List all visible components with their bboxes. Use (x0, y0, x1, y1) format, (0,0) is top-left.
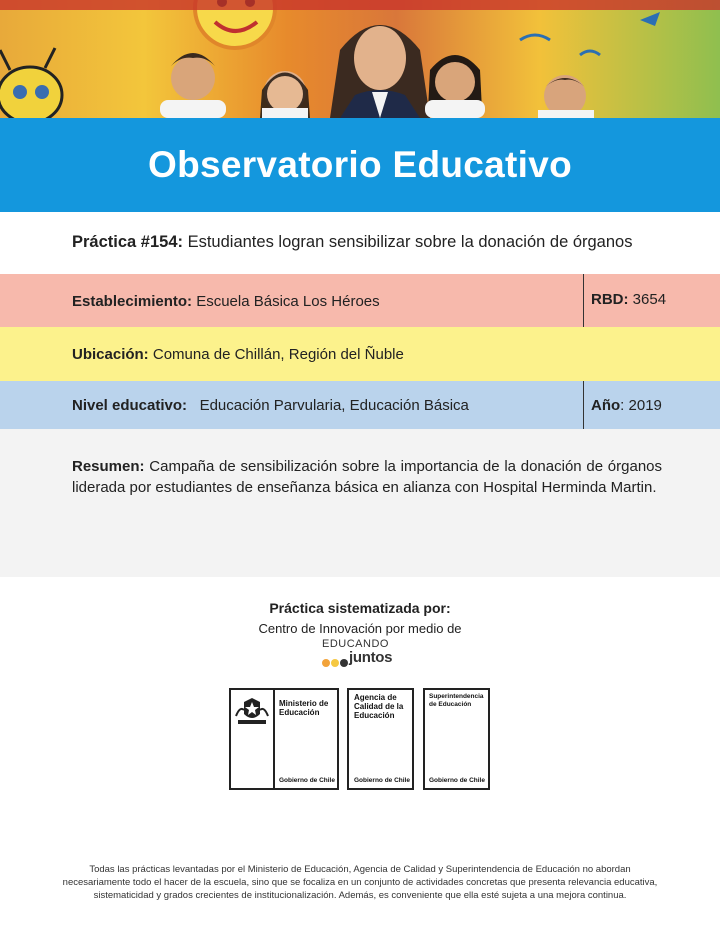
logo-agencia-footer: Gobierno de Chile (354, 777, 410, 784)
practica-title: Estudiantes logran sensibilizar sobre la donación de órganos (187, 233, 633, 251)
nivel-field (72, 397, 469, 414)
logo-ministerio-educacion (229, 688, 339, 790)
column-divider (583, 274, 584, 327)
rbd-value: 3654 (632, 291, 667, 308)
person-teacher (330, 25, 430, 118)
disclaimer-text: Todas las prácticas levantadas por el Ministerio de Educación, Agencia de Calidad y Superintendencia de Educación no abordan necesariamente todo el hacer de la escuela, sino que se focaliza en un conjunto de actividades concretas que presenta relevancia educativa, sistematicidad y grados crecientes de institucionalización. Además, es conveniente que ella esté sujeta a una mejora continua. (62, 864, 658, 901)
logo-ministerio-line1: Ministerio de (279, 699, 329, 708)
credits-section (0, 600, 720, 636)
person-child-2 (260, 71, 310, 118)
resumen-section (0, 429, 720, 577)
resumen-label: Resumen: (72, 458, 145, 475)
title-bar (0, 118, 720, 212)
logo-agencia-line2: Calidad de la (354, 702, 404, 711)
logo-agencia-calidad (347, 688, 414, 790)
logo-bottom-text: juntos (349, 649, 393, 666)
establecimiento-field (72, 293, 380, 310)
nivel-label: Nivel educativo: (72, 397, 188, 414)
person-child-4 (538, 75, 594, 118)
logo-agencia-line1: Agencia de (354, 693, 397, 702)
anio-field (591, 397, 662, 414)
logo-superintendencia-footer: Gobierno de Chile (429, 777, 485, 784)
nivel-row (0, 381, 720, 429)
logo-agencia-name (354, 693, 403, 720)
logo-superintendencia-name (429, 693, 484, 709)
ubicacion-label: Ubicación: (72, 346, 149, 363)
coat-of-arms-icon (234, 696, 270, 726)
resumen-text: Campaña de sensibilización sobre la importancia de la donación de órganos liderada por estudiantes de enseñanza básica en alianza con Hospital Herminda Martin. (72, 458, 663, 496)
establecimiento-row (0, 274, 720, 327)
column-divider (583, 381, 584, 429)
logo-dots-icon (322, 654, 349, 672)
anio-value: : 2019 (620, 397, 662, 414)
person-child-1 (160, 53, 226, 118)
ubicacion-field (72, 346, 404, 363)
practica-section (0, 212, 720, 274)
logo-band (231, 690, 275, 788)
credits-heading: Práctica sistematizada por: (269, 600, 451, 616)
logo-ministerio-footer: Gobierno de Chile (279, 777, 335, 784)
practica-line (72, 233, 632, 252)
ubicacion-value: Comuna de Chillán, Región del Ñuble (152, 346, 404, 363)
educando-juntos-logo (320, 638, 400, 668)
logo-superintendencia-line2: de Educación (429, 701, 472, 708)
credits-subheading: Centro de Innovación por medio de (258, 621, 462, 636)
person-child-3 (425, 55, 485, 118)
rbd-label: RBD: (591, 291, 629, 308)
establecimiento-value: Escuela Básica Los Héroes (196, 293, 380, 310)
rbd-field (591, 291, 666, 308)
practica-label: Práctica #154: (72, 233, 183, 251)
anio-label: Año (591, 397, 621, 414)
banner-photo (0, 0, 720, 118)
logo-superintendencia (423, 688, 490, 790)
logo-superintendencia-line1: Superintendencia (429, 693, 484, 700)
establecimiento-label: Establecimiento: (72, 293, 193, 310)
nivel-value: Educación Parvularia, Educación Básica (199, 397, 469, 414)
ubicacion-row (0, 327, 720, 381)
banner-illustration (0, 0, 720, 118)
logo-top-text: EDUCANDO (322, 638, 389, 650)
page-title: Observatorio Educativo (148, 144, 572, 185)
logo-agencia-line3: Educación (354, 711, 395, 720)
logo-ministerio-line2: Educación (279, 708, 320, 717)
resumen-paragraph (72, 456, 662, 498)
logo-ministerio-name (279, 699, 328, 717)
